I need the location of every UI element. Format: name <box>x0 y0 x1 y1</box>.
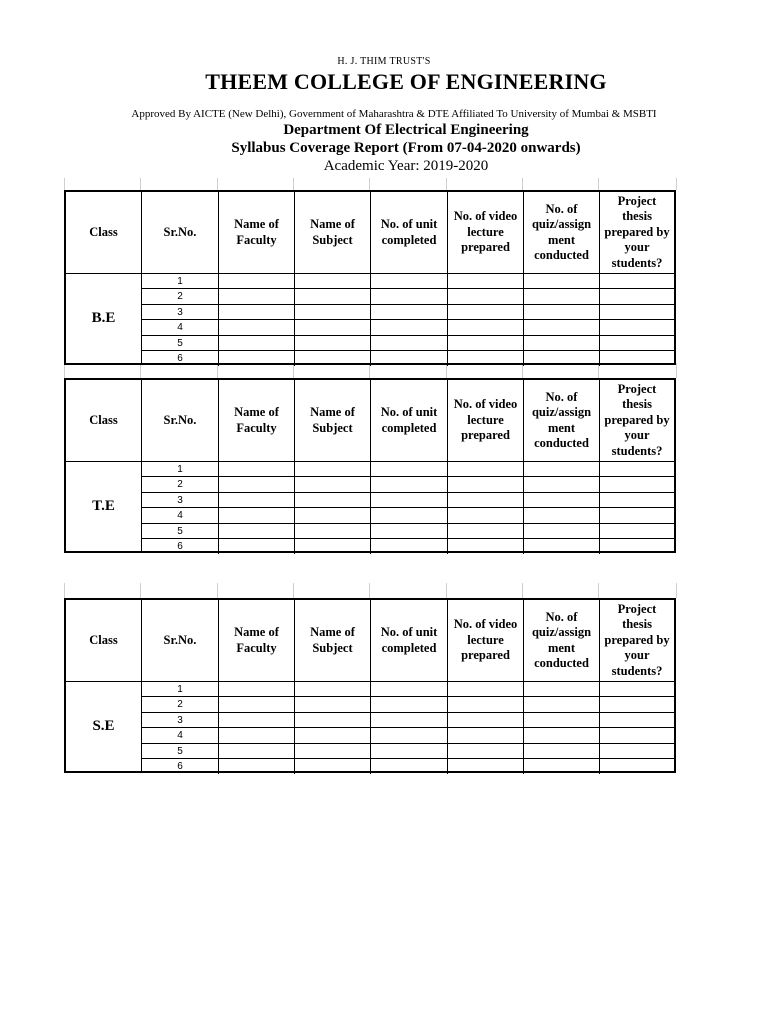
column-header: Class <box>66 380 142 462</box>
class-table-block <box>64 190 676 365</box>
serial-number-cell: 6 <box>142 759 219 774</box>
blank-entry-cell[interactable] <box>448 759 524 774</box>
blank-entry-cell[interactable] <box>295 759 371 774</box>
column-header: Class <box>66 192 142 274</box>
blank-entry-cell[interactable] <box>371 682 448 697</box>
column-guide-mark <box>598 583 599 598</box>
blank-entry-cell[interactable] <box>371 728 448 743</box>
column-guide-mark <box>369 583 370 598</box>
blank-entry-cell[interactable] <box>524 524 600 539</box>
column-header: Project thesis prepared by your students? <box>600 192 674 274</box>
blank-entry-cell[interactable] <box>295 477 371 492</box>
column-guide-mark <box>522 583 523 598</box>
column-header: Name of Faculty <box>219 600 295 682</box>
column-header: Name of Subject <box>295 380 371 462</box>
blank-entry-cell[interactable] <box>219 713 295 728</box>
blank-entry-cell[interactable] <box>448 539 524 554</box>
blank-entry-cell[interactable] <box>448 524 524 539</box>
column-header: Name of Faculty <box>219 380 295 462</box>
blank-entry-cell[interactable] <box>448 320 524 335</box>
column-header: No. of video lecture prepared <box>448 600 524 682</box>
blank-entry-cell[interactable] <box>448 477 524 492</box>
blank-entry-cell[interactable] <box>448 336 524 351</box>
blank-entry-cell[interactable] <box>219 759 295 774</box>
column-guide-mark <box>676 363 677 378</box>
serial-number-cell: 3 <box>142 713 219 728</box>
column-guide-mark <box>598 178 599 190</box>
blank-entry-cell[interactable] <box>600 539 674 554</box>
blank-entry-cell[interactable] <box>219 320 295 335</box>
blank-entry-cell[interactable] <box>219 305 295 320</box>
blank-entry-cell[interactable] <box>448 697 524 712</box>
blank-entry-cell[interactable] <box>600 524 674 539</box>
serial-number-cell: 5 <box>142 744 219 759</box>
column-header: No. of video lecture prepared <box>448 380 524 462</box>
report-title: Syllabus Coverage Report (From 07-04-2020 onwards) <box>231 140 581 156</box>
blank-entry-cell[interactable] <box>219 697 295 712</box>
blank-entry-cell[interactable] <box>295 462 371 477</box>
blank-entry-cell[interactable] <box>295 274 371 289</box>
blank-entry-cell[interactable] <box>295 351 371 366</box>
serial-number-cell: 3 <box>142 493 219 508</box>
blank-entry-cell[interactable] <box>219 462 295 477</box>
blank-entry-cell[interactable] <box>371 524 448 539</box>
column-guide-mark <box>217 583 218 598</box>
column-header: No. of unit completed <box>371 600 448 682</box>
serial-number-cell: 1 <box>142 274 219 289</box>
blank-entry-cell[interactable] <box>295 508 371 523</box>
column-guide-mark <box>217 178 218 190</box>
blank-entry-cell[interactable] <box>295 713 371 728</box>
column-header: Class <box>66 600 142 682</box>
column-guide-mark <box>140 178 141 190</box>
blank-entry-cell[interactable] <box>600 289 674 304</box>
blank-entry-cell[interactable] <box>600 493 674 508</box>
serial-number-cell: 4 <box>142 508 219 523</box>
blank-entry-cell[interactable] <box>448 508 524 523</box>
column-header: No. of video lecture prepared <box>448 192 524 274</box>
blank-entry-cell[interactable] <box>524 462 600 477</box>
blank-entry-cell[interactable] <box>219 351 295 366</box>
blank-entry-cell[interactable] <box>295 289 371 304</box>
serial-number-cell: 6 <box>142 351 219 366</box>
blank-entry-cell[interactable] <box>524 759 600 774</box>
blank-entry-cell[interactable] <box>448 728 524 743</box>
column-guide-mark <box>369 178 370 190</box>
serial-number-cell: 5 <box>142 336 219 351</box>
blank-entry-cell[interactable] <box>600 274 674 289</box>
blank-entry-cell[interactable] <box>371 697 448 712</box>
serial-number-cell: 1 <box>142 462 219 477</box>
blank-entry-cell[interactable] <box>524 289 600 304</box>
blank-entry-cell[interactable] <box>219 336 295 351</box>
blank-entry-cell[interactable] <box>371 759 448 774</box>
approval-line: Approved By AICTE (New Delhi), Government of Maharashtra & DTE Affiliated To University of Mumbai & MSBTI <box>131 108 657 120</box>
serial-number-cell: 2 <box>142 289 219 304</box>
column-header: No. of unit completed <box>371 192 448 274</box>
blank-entry-cell[interactable] <box>295 336 371 351</box>
blank-entry-cell[interactable] <box>448 744 524 759</box>
blank-entry-cell[interactable] <box>448 289 524 304</box>
blank-entry-cell[interactable] <box>295 493 371 508</box>
column-header: Project thesis prepared by your students? <box>600 380 674 462</box>
column-guide-mark <box>140 583 141 598</box>
blank-entry-cell[interactable] <box>524 697 600 712</box>
blank-entry-cell[interactable] <box>448 493 524 508</box>
blank-entry-cell[interactable] <box>448 305 524 320</box>
blank-entry-cell[interactable] <box>600 713 674 728</box>
blank-entry-cell[interactable] <box>371 539 448 554</box>
blank-entry-cell[interactable] <box>371 744 448 759</box>
blank-entry-cell[interactable] <box>524 274 600 289</box>
serial-number-cell: 4 <box>142 728 219 743</box>
blank-entry-cell[interactable] <box>295 320 371 335</box>
blank-entry-cell[interactable] <box>371 508 448 523</box>
serial-number-cell: 5 <box>142 524 219 539</box>
blank-entry-cell[interactable] <box>371 351 448 366</box>
serial-number-cell: 2 <box>142 477 219 492</box>
blank-entry-cell[interactable] <box>219 274 295 289</box>
class-table-block <box>64 598 676 773</box>
blank-entry-cell[interactable] <box>219 508 295 523</box>
blank-entry-cell[interactable] <box>219 524 295 539</box>
column-header: Sr.No. <box>142 380 219 462</box>
blank-entry-cell[interactable] <box>600 305 674 320</box>
blank-entry-cell[interactable] <box>600 508 674 523</box>
blank-entry-cell[interactable] <box>524 493 600 508</box>
blank-entry-cell[interactable] <box>600 759 674 774</box>
blank-entry-cell[interactable] <box>524 305 600 320</box>
blank-entry-cell[interactable] <box>371 493 448 508</box>
serial-number-cell: 2 <box>142 697 219 712</box>
blank-entry-cell[interactable] <box>448 682 524 697</box>
column-header: No. of unit completed <box>371 380 448 462</box>
blank-entry-cell[interactable] <box>448 462 524 477</box>
column-guide-mark <box>64 583 65 598</box>
blank-entry-cell[interactable] <box>600 351 674 366</box>
blank-entry-cell[interactable] <box>524 682 600 697</box>
blank-entry-cell[interactable] <box>524 477 600 492</box>
blank-entry-cell[interactable] <box>219 289 295 304</box>
department-name: Department Of Electrical Engineering <box>283 122 529 138</box>
column-guide-mark <box>64 178 65 190</box>
column-guide-mark <box>522 178 523 190</box>
column-header: No. of quiz/assign ment conducted <box>524 192 600 274</box>
blank-entry-cell[interactable] <box>524 320 600 335</box>
blank-entry-cell[interactable] <box>219 682 295 697</box>
column-guide-mark <box>676 583 677 598</box>
column-header: Name of Subject <box>295 192 371 274</box>
blank-entry-cell[interactable] <box>524 539 600 554</box>
blank-entry-cell[interactable] <box>371 713 448 728</box>
blank-entry-cell[interactable] <box>600 320 674 335</box>
blank-entry-cell[interactable] <box>219 539 295 554</box>
blank-entry-cell[interactable] <box>524 713 600 728</box>
blank-entry-cell[interactable] <box>371 305 448 320</box>
trust-name: H. J. THIM TRUST'S <box>337 56 431 67</box>
blank-entry-cell[interactable] <box>600 682 674 697</box>
blank-entry-cell[interactable] <box>371 462 448 477</box>
column-header: Sr.No. <box>142 600 219 682</box>
blank-entry-cell[interactable] <box>219 744 295 759</box>
serial-number-cell: 3 <box>142 305 219 320</box>
serial-number-cell: 6 <box>142 539 219 554</box>
blank-entry-cell[interactable] <box>295 744 371 759</box>
blank-entry-cell[interactable] <box>219 477 295 492</box>
class-label: S.E <box>66 682 142 771</box>
academic-year: Academic Year: 2019-2020 <box>323 158 489 174</box>
blank-entry-cell[interactable] <box>600 336 674 351</box>
column-guide-mark <box>64 363 65 378</box>
blank-entry-cell[interactable] <box>371 274 448 289</box>
blank-entry-cell[interactable] <box>448 351 524 366</box>
blank-entry-cell[interactable] <box>295 524 371 539</box>
column-guide-mark <box>676 178 677 190</box>
blank-entry-cell[interactable] <box>371 289 448 304</box>
blank-entry-cell[interactable] <box>295 728 371 743</box>
blank-entry-cell[interactable] <box>295 697 371 712</box>
class-table-block <box>64 378 676 553</box>
blank-entry-cell[interactable] <box>295 305 371 320</box>
column-guide-mark <box>140 363 141 378</box>
serial-number-cell: 4 <box>142 320 219 335</box>
blank-entry-cell[interactable] <box>524 336 600 351</box>
blank-entry-cell[interactable] <box>448 713 524 728</box>
blank-entry-cell[interactable] <box>600 728 674 743</box>
blank-entry-cell[interactable] <box>524 728 600 743</box>
column-header: Project thesis prepared by your students? <box>600 600 674 682</box>
serial-number-cell: 1 <box>142 682 219 697</box>
blank-entry-cell[interactable] <box>600 462 674 477</box>
column-guide-mark <box>293 178 294 190</box>
column-header: Sr.No. <box>142 192 219 274</box>
blank-entry-cell[interactable] <box>219 728 295 743</box>
college-name: THEEM COLLEGE OF ENGINEERING <box>205 69 607 94</box>
blank-entry-cell[interactable] <box>371 320 448 335</box>
column-guide-mark <box>446 583 447 598</box>
blank-entry-cell[interactable] <box>448 274 524 289</box>
blank-entry-cell[interactable] <box>371 336 448 351</box>
column-header: No. of quiz/assign ment conducted <box>524 600 600 682</box>
column-guide-mark <box>446 178 447 190</box>
blank-entry-cell[interactable] <box>524 744 600 759</box>
blank-entry-cell[interactable] <box>524 508 600 523</box>
blank-entry-cell[interactable] <box>371 477 448 492</box>
blank-entry-cell[interactable] <box>600 744 674 759</box>
blank-entry-cell[interactable] <box>295 682 371 697</box>
blank-entry-cell[interactable] <box>295 539 371 554</box>
blank-entry-cell[interactable] <box>219 493 295 508</box>
column-header: Name of Faculty <box>219 192 295 274</box>
column-header: Name of Subject <box>295 600 371 682</box>
blank-entry-cell[interactable] <box>600 697 674 712</box>
blank-entry-cell[interactable] <box>524 351 600 366</box>
blank-entry-cell[interactable] <box>600 477 674 492</box>
class-label: T.E <box>66 462 142 551</box>
column-header: No. of quiz/assign ment conducted <box>524 380 600 462</box>
column-guide-mark <box>293 583 294 598</box>
class-label: B.E <box>66 274 142 363</box>
